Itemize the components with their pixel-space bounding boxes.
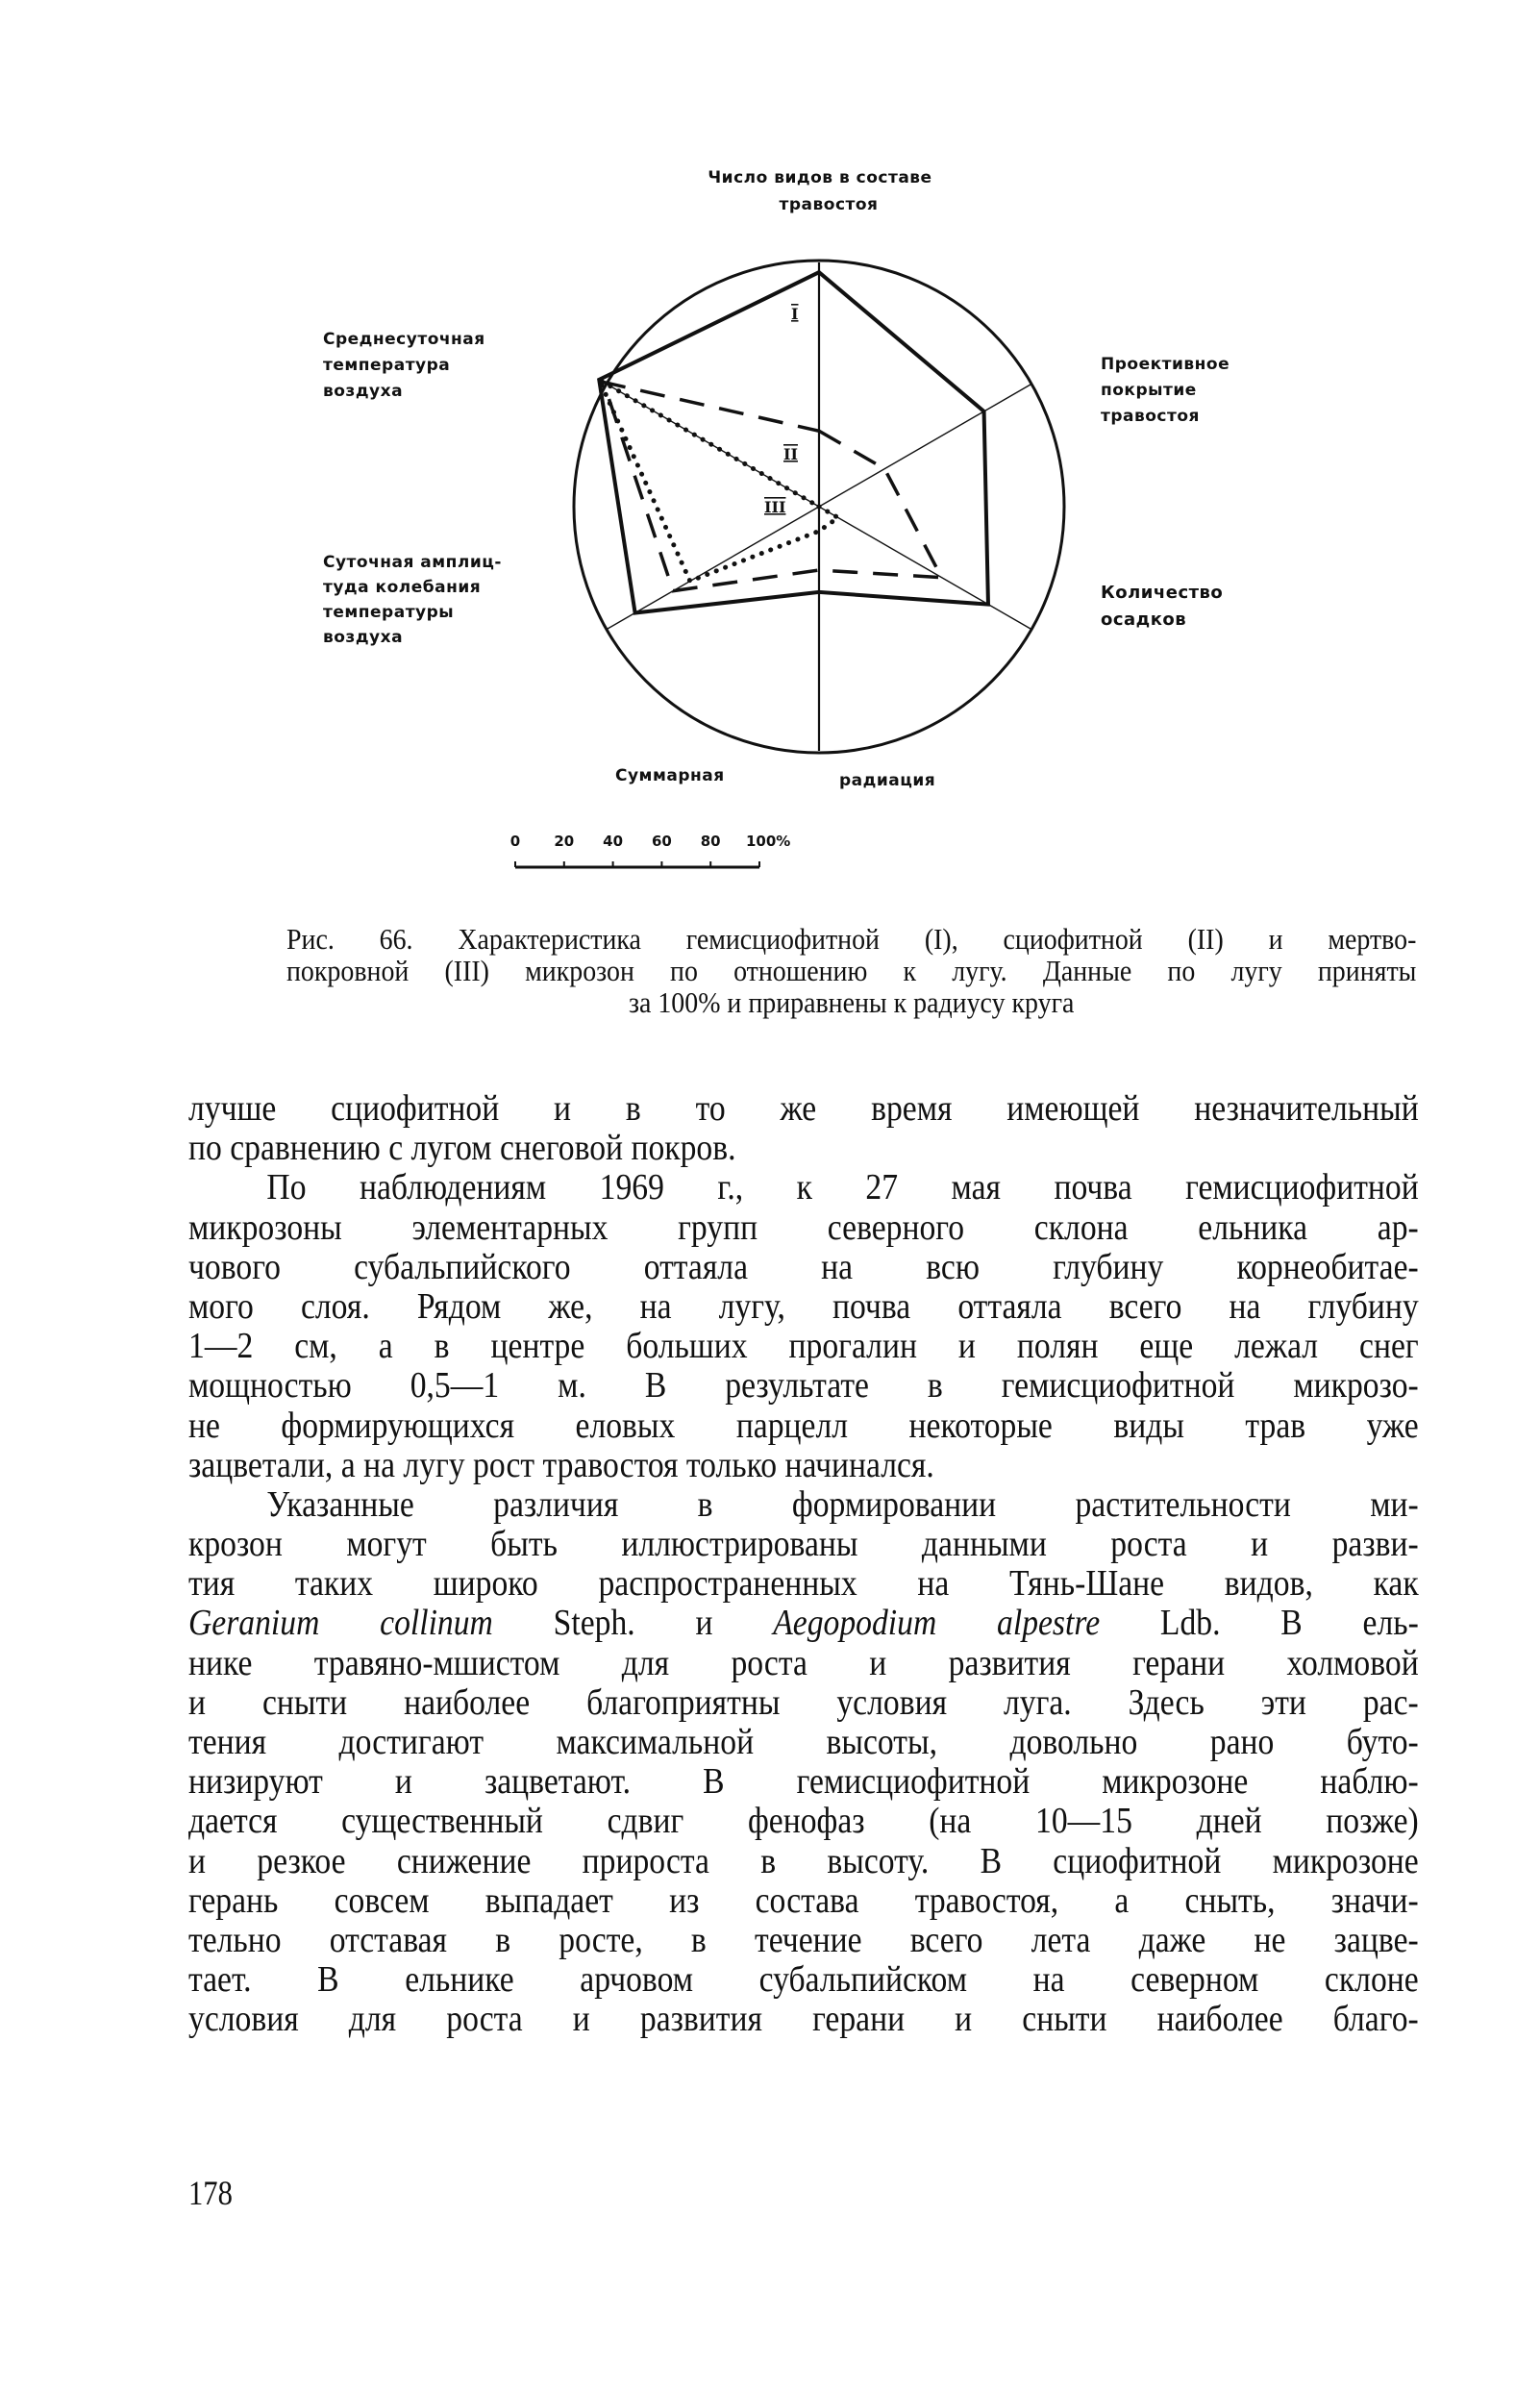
radar-chart [0,0,1540,884]
text-line: мого слоя. Рядом же, на лугу, почва оттаяла всего на глубину [188,1285,1419,1327]
conjunction: и [695,1603,713,1644]
figure-caption [286,923,1416,1018]
text-line: Указанные различия в формировании растительности ми- [266,1483,1419,1525]
text-line: чового субальпийского оттаяла на всю глубину корнеобитае- [188,1246,1419,1287]
caption-line: Рис. 66. Характеристика гемисциофитной (I), сциофитной (II) и мертво- [286,922,1417,956]
series-II [604,382,942,590]
scale-bar-label: 80 [700,833,721,850]
text-line: микрозоны элементарных групп северного склона ельника ар- [188,1207,1419,1248]
axis-line [819,507,1031,629]
axis-line [819,385,1031,507]
text-line: крозон могут быть иллюстрированы данными роста и разви- [188,1524,1419,1565]
axis-label-radiation-right: радиация [839,771,936,790]
species-line [188,1604,1419,1643]
caption-line: покровной (III) микрозон по отношению к лугу. Данные по лугу приняты [286,954,1417,987]
species-author: Steph. [553,1603,635,1644]
text-line: герань совсем выпадает из состава травостоя, а сныть, значи- [188,1880,1419,1921]
text-line: по сравнению с лугом снеговой покров. [188,1128,736,1169]
text-line: зацветали, а на лугу рост травостоя только начинался. [188,1444,934,1485]
text-line: и сныти наиболее благоприятны условия луга. Здесь эти рас- [188,1681,1419,1723]
text-line: По наблюдениям 1969 г., к 27 мая почва гемисциофитной [266,1167,1419,1208]
species-name: Geranium collinum [188,1603,493,1644]
axis-label-projective-cover: Проективное покрытие травостоя [1101,355,1230,426]
scale-bar-label: 20 [554,833,575,850]
text-line: не формирующихся еловых парцелл некоторые виды трав уже [188,1405,1419,1446]
axis-label-daily-amplitude: Суточная амплиц-туда колебания температуры воздуха [323,553,502,647]
axis-label-mean-temperature: Среднесуточная температура воздуха [323,330,485,401]
text-line: тельно отставая в росте, в течение всего лета даже не зацве- [188,1919,1419,1960]
scale-bar-label: 0 [509,833,521,850]
scale-bar-label: 40 [603,833,624,850]
species-name: Aegopodium alpestre [773,1603,1101,1644]
text-line: дается существенный сдвиг фенофаз (на 10—15 дней позже) [188,1801,1419,1842]
axis-label-species-count: Число видов в составе травостоя [708,168,932,214]
page-number: 178 [188,2174,233,2212]
text-line: лучше сциофитной и в то же время имеющей незначительный [188,1088,1419,1129]
axis-label-precipitation: Количество осадков [1101,583,1224,630]
text-line: мощностью 0,5—1 м. В результате в гемисциофитной микрозо- [188,1365,1419,1407]
text-line: условия для роста и развития герани и сныти наиболее благо- [188,1999,1419,2040]
text-line: тает. В ельнике арчовом субальпийском на северном склоне [188,1959,1419,2001]
scale-bar-label: 100% [746,833,791,850]
text-line: тия таких широко распространенных на Тянь-Шане видов, как [188,1563,1419,1605]
text-line: нике травяно-мшистом для роста и развития герани холмовой [188,1642,1419,1683]
text-line: низируют и зацветают. В гемисциофитной микрозоне наблю- [188,1761,1419,1803]
axis-label-radiation-left: Суммарная [615,766,725,785]
text-line: тения достигают максимальной высоты, довольно рано буто- [188,1722,1419,1762]
scale-bar-label: 60 [651,833,672,850]
series-label-II: II [783,445,798,463]
body-text [188,1089,1419,2040]
scale-bar [510,833,791,867]
caption-line: за 100% и приравнены к радиусу круга [628,985,1075,1019]
series-label-I: I [791,305,799,323]
axis-line [608,507,819,629]
axis-labels [323,168,1230,790]
species-author: Ldb. [1159,1603,1221,1644]
text-line: 1—2 см, а в центре больших прогалин и полян еще лежал снег [188,1326,1419,1367]
text-line: и резкое снижение прироста в высоту. В сциофитной микрозоне [188,1840,1419,1881]
series-polygon-II [604,382,942,590]
series-label-III: III [764,498,786,516]
line-tail: В ель- [1280,1603,1419,1644]
